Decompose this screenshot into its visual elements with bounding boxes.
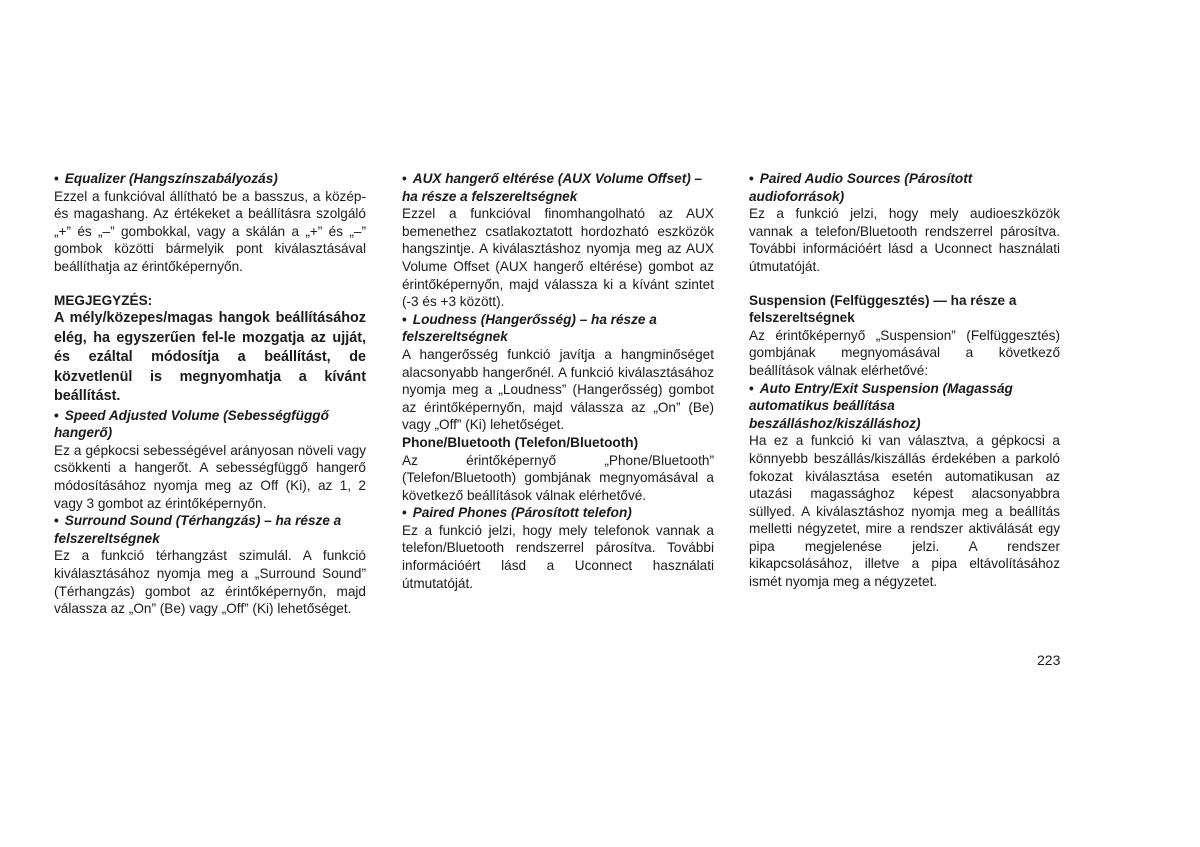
paragraph-equalizer: Ezzel a funkcióval állítható be a basszus, a közép- és magashang. Az értékeket a beállításra szolgáló „+” és „–” gombokkal, vagy a skálán a „+” és „–” gombok közötti bármelyik pont kiválasztásával beállíthatja az érintőképernyőn. (54, 188, 366, 274)
bullet-glyph: • (54, 171, 59, 186)
bullet-heading-text: Paired Phones (Párosított telefon) (412, 505, 632, 521)
bullet-heading-aux-volume-offset (402, 170, 714, 205)
bullet-heading-text: Surround Sound (Térhangzás) – ha része a felszereltségnek (54, 513, 342, 546)
paragraph-phone-bluetooth: Az érintőképernyő „Phone/Bluetooth” (Telefon/Bluetooth) gombjának megnyomásával a következő beállítások válnak elérhetővé. (402, 452, 714, 503)
bullet-heading-text: Auto Entry/Exit Suspension (Magasság automatikus beállítása beszálláshoz/kiszálláshoz) (749, 380, 1013, 431)
section-heading-phone-bluetooth: Phone/Bluetooth (Telefon/Bluetooth) (402, 434, 639, 450)
paragraph-surround-sound: Ez a funkció térhangzást szimulál. A funkció kiválasztásához nyomja meg a „Surround Sound” (Térhangzás) gombot az érintőképernyőn, majd válassza az „On” (Be) vagy „Off” (Ki) lehetőséget. (54, 548, 366, 617)
paragraph-paired-phones: Ez a funkció jelzi, hogy mely telefonok vannak a telefon/Bluetooth rendszerrel párosítva. További információért lásd a Uconnect használati útmutatóját. (402, 522, 714, 591)
bullet-heading-text: Loudness (Hangerősség) – ha része a felszereltségnek (402, 311, 657, 345)
bullet-heading-speed-adjusted-volume (54, 407, 366, 442)
paragraph-suspension: Az érintőképernyő „Suspension” (Felfüggesztés) gombjának megnyomásával a következő beállítások válnak elérhetővé: (749, 327, 1060, 378)
note-body: A mély/közepes/magas hangok beállításához elég, ha egyszerűen fel-le mozgatja az ujját, és ezáltal módosítja a beállítást, de közvetlenül is megnyomhatja a kívánt beállítást. (54, 310, 366, 405)
bullet-glyph: • (54, 513, 59, 529)
bullet-glyph: • (749, 380, 754, 396)
bullet-heading-paired-phones (402, 504, 714, 522)
page-number: 223 (1037, 652, 1061, 668)
bullet-heading-paired-audio-sources (749, 170, 1060, 205)
bullet-glyph: • (402, 505, 407, 521)
bullet-glyph: • (54, 407, 59, 423)
section-heading-suspension: Suspension (Felfüggesztés) — ha része a felszereltségnek (749, 292, 1017, 326)
paragraph-aux-volume-offset: Ezzel a funkcióval finomhangolható az AUX bemenethez csatlakoztatott hordozható eszközök hangszintje. A kiválasztáshoz nyomja meg az AUX Volume Offset (AUX hangerő eltérése) gombot az érintőképernyőn, majd válassza ki a kívánt szintet (-3 és +3 között). (402, 206, 714, 310)
column-right (749, 170, 1060, 591)
bullet-glyph: • (402, 311, 407, 327)
bullet-heading-text: Paired Audio Sources (Párosított audioforrások) (749, 171, 973, 204)
bullet-heading-text: AUX hangerő eltérése (AUX Volume Offset) – ha része a felszereltségnek (402, 171, 703, 204)
bullet-heading-equalizer (54, 170, 366, 188)
bullet-heading-text: Speed Adjusted Volume (Sebességfüggő hangerő) (54, 407, 329, 441)
paragraph-loudness: A hangerősség funkció javítja a hangminőséget alacsonyabb hangerőnél. A funkció kiválasztásához nyomja meg a „Loudness” (Hangerősség) gombot az érintőképernyőn, majd válassza az „On” (Be) vagy „Off” (Ki) lehetőséget. (402, 346, 714, 433)
paragraph-speed-adjusted-volume: Ez a gépkocsi sebességével arányosan növeli vagy csökkenti a hangerőt. A sebességfüggő hangerő módosításához nyomja meg az Off (Ki), az 1, 2 vagy 3 gombot az érintőképernyőn. (54, 442, 366, 511)
paragraph-paired-audio-sources: Ez a funkció jelzi, hogy mely audioeszközök vannak a telefon/Bluetooth rendszerrel párosítva. További információért lásd a Uconnect használati útmutatóját. (749, 206, 1060, 274)
bullet-heading-surround-sound (54, 512, 366, 547)
bullet-heading-text: Equalizer (Hangszínszabályozás) (64, 171, 278, 186)
paragraph-auto-entry-exit: Ha ez a funkció ki van választva, a gépkocsi a könnyebb beszállás/kiszállás érdekében a parkoló fokozat kiválasztása esetén automatikusan az utazási magassághoz képest alacsonyabbra süllyed. A kiválasztáshoz nyomja meg a beállítás melletti négyzetet, mire a rendszer aktiválását egy pipa megjelenése jelzi. A rendszer kikapcsolásához, illetve a pipa eltávolításához ismét nyomja meg a négyzetet. (749, 433, 1060, 590)
bullet-heading-loudness (402, 311, 714, 346)
column-left (54, 170, 366, 618)
note-title: MEGJEGYZÉS: (54, 292, 153, 308)
bullet-glyph: • (402, 171, 407, 186)
bullet-heading-auto-entry-exit (749, 380, 1060, 433)
bullet-glyph: • (749, 171, 754, 186)
column-middle (402, 170, 714, 592)
